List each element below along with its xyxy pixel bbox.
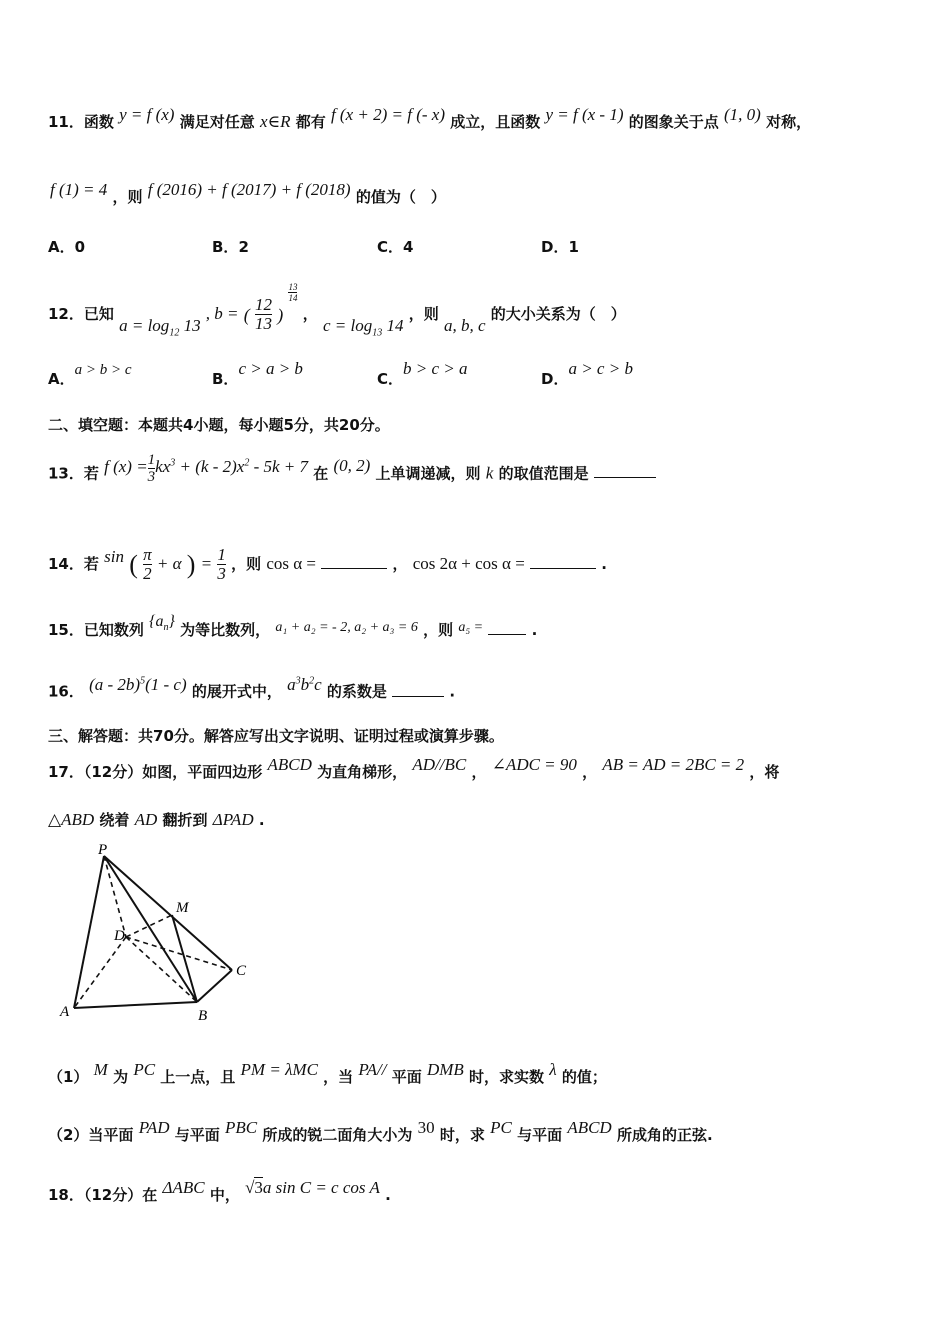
q17-part2-pc: PC [490,1118,512,1137]
q12-option-c[interactable] [377,358,468,388]
q16-expr1: (a - 2b) [89,674,141,694]
q17-part2-text: 所成角的正弦. [616,1126,713,1144]
q13-answer-blank[interactable] [594,463,656,478]
q14-eq: = [200,554,213,573]
q18-three: 3 [254,1178,263,1197]
q13-k: k [485,463,494,483]
q14-cos-alpha: cos α = [266,554,317,573]
q17-abcd: ABCD [267,755,312,774]
option-label: C． [377,238,404,256]
q16-line [48,674,456,702]
label-p: P [98,842,108,858]
edge-ab [74,1002,197,1008]
q14-text: ， [392,555,408,573]
q11-formula: f (x + 2) = f (- x) [330,105,445,124]
q12-b-paren-close: ) [277,304,284,325]
q13-text: 在 [313,464,329,483]
q11-text: 都有 [295,113,326,131]
q17-part1-text: 平面 [391,1068,422,1086]
q17-part1-text: 时，求实数 [469,1068,545,1086]
q12-b-denominator: 13 [255,314,272,333]
label-m: M [176,900,189,916]
q15-condition: a₁ + a₂ = - 2, a₂ + a₃ = 6 [275,620,418,635]
q16-text: 的展开式中， [191,682,282,701]
q12-a-arg: 13 [183,316,201,335]
q16-term-a: a [287,674,296,694]
q18-sqrt: √ [245,1178,255,1197]
q15-a5: a₅ = [458,620,484,635]
q11-formula: y = f (x) [119,105,175,124]
q17-part1-number: （1） [48,1068,89,1086]
q11-formula: (1, 0) [724,105,761,124]
q11-formula: x∈R [259,112,291,131]
q15-answer-blank[interactable] [488,620,526,635]
q13-frac-den: 3 [147,469,156,485]
section-heading-fill-in: 二、填空题：本题共4小题，每小题5分，共20分。 [48,416,390,434]
option-label: D． [541,238,569,256]
q16-term-b-exp: 2 [309,675,315,686]
q14-answer-blank-1[interactable] [321,554,387,569]
q11-formula: y = f (x - 1) [545,105,624,124]
label-b: B [198,1008,208,1024]
q12-b-fraction [255,296,272,333]
q12-c-base: 13 [372,327,383,339]
option-value: 4 [403,238,414,256]
q11-option-d[interactable] [541,236,579,257]
q16-term-c: c [314,674,322,694]
edge-bc [197,970,232,1002]
q11-option-c[interactable] [377,236,413,257]
q17-part1-text: 为 [113,1068,129,1086]
q14-frac-third [217,546,226,583]
q15-text: ，则 [423,621,454,639]
option-label: B． [212,238,239,256]
q18-equation: a sin C = c cos A [262,1178,380,1197]
q17-triangle-pad: ΔPAD [212,810,254,829]
q14-two: 2 [143,564,152,583]
q17-part2-pad: PAD [138,1118,170,1137]
q17-part1-dmb: DMB [426,1060,464,1079]
label-c: C [236,963,247,979]
q14-text: . [601,555,607,573]
q14-plus-alpha: + α [156,554,182,573]
q16-expr2: (1 - c) [145,674,187,694]
edge-pd [104,856,126,937]
q14-expr2: cos 2α + cos α = [412,554,525,573]
q17-part1-m: M [93,1060,108,1079]
q15-line [48,613,538,647]
q17-part2-degree: 30 [417,1118,435,1137]
q17-text: 绕着 [99,811,130,829]
option-value: 2 [238,238,249,256]
q17-pyramid-figure [52,842,262,1027]
q14-line [48,546,607,583]
q14-frac-pi [143,546,152,583]
q12-option-a[interactable] [48,358,132,388]
q16-term-b: b [300,674,310,694]
q12-text: ， [302,305,318,323]
q12-c-arg: 14 [386,316,404,335]
q14-number: 14．若 [48,555,99,573]
option-label: A． [48,370,75,388]
q11-number: 11．函数 [48,113,114,131]
q17-line2 [48,810,265,830]
q12-line [48,282,626,339]
q11-option-a[interactable] [48,236,85,257]
q17-part2-text: 所成的锐二面角大小为 [262,1126,413,1144]
q16-expression [89,675,187,694]
option-label: C． [377,370,404,388]
q17-text: 为直角梯形， [317,763,408,781]
q11-line2 [50,180,446,207]
q15-text: 为等比数列， [180,621,271,639]
q13-function [104,452,308,485]
q16-term-a-exp: 3 [295,675,301,686]
q17-part1-ratio: PM = λMC [240,1060,318,1079]
q12-b-paren-open: ( [243,304,250,325]
q13-text: 的取值范围是 [498,464,589,483]
q17-text: ， [471,763,487,781]
q12-option-d[interactable] [541,358,633,388]
q13-f-mid: + (k - 2)x [175,457,245,477]
q17-part2-abcd: ABCD [567,1118,612,1137]
q13-f-pre: f (x) = [104,457,148,477]
q12-option-b[interactable] [212,358,303,388]
q16-answer-blank[interactable] [392,682,444,697]
q13-exp3: 3 [170,457,176,469]
q17-text: 翻折到 [162,811,208,829]
q13-interval: (0, 2) [333,456,371,476]
q17-part2-text: 与平面 [517,1126,563,1144]
option-label: B． [212,370,239,388]
q17-part2-text: 与平面 [174,1126,220,1144]
q17-part1-pa: PA// [358,1060,387,1079]
q17-part1-lambda: λ [549,1060,557,1079]
q12-b-exp-den: 14 [288,293,298,303]
q13-line [48,452,656,491]
q12-c-text: c = log [322,316,373,335]
option-value: b > c > a [403,359,468,378]
q15-text: . [531,621,538,639]
option-value: 0 [74,238,86,256]
q17-part2-number: （2）当平面 [48,1126,134,1144]
q12-a-text: a = log [119,316,170,335]
q12-text: ，则 [408,305,439,323]
q12-b-numerator: 12 [255,295,272,314]
option-value: 1 [568,238,579,256]
q12-text: 的大小关系为（ ） [490,305,626,323]
q14-text: ，则 [231,555,262,573]
q17-part1-text: 的值； [561,1068,607,1086]
q17-text: ， [582,763,598,781]
q15-number: 15．已知数列 [48,621,144,639]
q16-exp5: 5 [140,675,146,686]
q15-seq-a: a [155,613,164,630]
q12-number: 12．已知 [48,305,114,323]
option-value: a > b > c [74,362,132,378]
q17-part2-text: 时，求 [439,1126,485,1144]
q12-abc: a, b, c [443,316,486,335]
q17-angle: ∠ADC = 90 [491,755,577,774]
edge-pa [74,856,104,1008]
q13-frac-num: 1 [147,452,156,468]
q11-text: ，则 [112,188,143,206]
q13-f-end: - 5k + 7 [249,457,308,477]
q12-a-base: 12 [169,327,180,339]
q11-text: 的图象关于点 [628,113,719,131]
q17-part1 [48,1060,607,1087]
q16-term [287,675,322,694]
q14-sin: sin [104,547,124,566]
q15-sequence: $\{a_n\}$ [149,613,175,634]
q12-b-label: , b = [205,304,239,323]
q14-pi: π [143,545,152,564]
option-label: A． [48,238,75,256]
q17-text: . [258,811,265,829]
q14-three: 3 [217,564,226,583]
q17-part2 [48,1118,713,1145]
q11-option-b[interactable] [212,236,249,257]
option-value: c > a > b [238,359,303,378]
q14-paren-open: ( [129,549,138,579]
edge-pc [104,856,232,970]
option-label: D． [541,370,569,388]
q11-line1 [48,105,812,132]
q18-triangle: ΔABC [162,1178,205,1197]
q17-ad: AD [134,810,158,829]
q13-text: 上单调递减，则 [375,464,481,483]
q12-a [119,316,201,339]
label-a: A [60,1004,70,1020]
label-d: D [114,928,125,944]
q13-f-post: kx [155,457,171,477]
q17-text: ，将 [749,763,780,781]
q11-text: 成立，且函数 [450,113,541,131]
q11-text: 的值为（ ） [355,188,446,206]
q17-parallel: AD//BC [412,755,467,774]
q17-triangle-abd: △ABD [48,810,95,829]
q17-part2-pbc: PBC [225,1118,258,1137]
q11-formula: f (2016) + f (2017) + f (2018) [147,180,351,199]
q16-text: 的系数是 [326,682,387,701]
q12-b-exponent [288,282,297,303]
q15-seq-n: n [163,622,169,634]
q17-part1-text: ，当 [323,1068,354,1086]
q18-line [48,1178,391,1205]
q18-text: 中， [209,1186,240,1204]
q11-text: 对称， [766,113,812,131]
q14-answer-blank-2[interactable] [530,554,596,569]
q18-text: . [385,1186,391,1204]
q17-line1 [48,755,780,782]
q17-part1-text: 上一点，且 [160,1068,236,1086]
q14-paren-close: ) [186,549,196,579]
q16-text: . [449,682,456,701]
q17-lengths: AB = AD = 2BC = 2 [602,755,745,774]
section-heading-solutions: 三、解答题：共70分。解答应写出文字说明、证明过程或演算步骤。 [48,727,504,745]
q13-number: 13．若 [48,464,99,483]
q14-one: 1 [217,545,226,564]
q18-number: 18．（12分）在 [48,1186,158,1204]
q11-text: 满足对任意 [179,113,255,131]
option-value: a > c > b [568,359,633,378]
q12-c [322,316,404,339]
q17-number: 17．（12分）如图，平面四边形 [48,763,263,781]
q16-number: 16． [48,682,84,701]
q11-formula: f (1) = 4 [50,180,108,199]
q12-b-exp-num: 13 [288,282,298,292]
q13-exp2: 2 [244,457,250,469]
q17-part1-pc: PC [133,1060,156,1079]
